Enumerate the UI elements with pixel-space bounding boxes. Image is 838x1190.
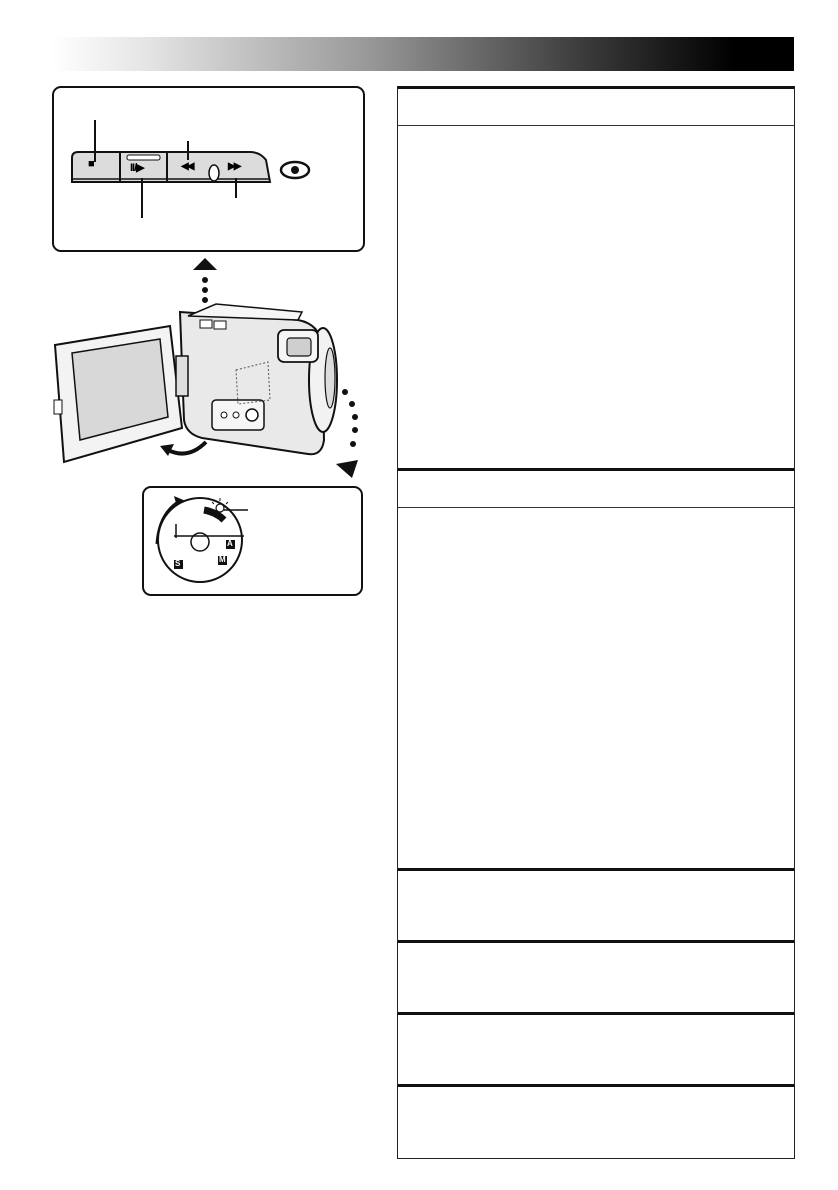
power-dial-panel xyxy=(142,486,363,596)
section-6 xyxy=(398,1084,794,1161)
dial-mark-m: M xyxy=(219,555,226,564)
section-3 xyxy=(398,868,794,943)
header-gradient-bar xyxy=(52,37,794,71)
section-1 xyxy=(398,86,794,471)
text-column xyxy=(397,86,795,1159)
fast-forward-button[interactable]: ▶▶ xyxy=(228,161,240,172)
camcorder-illustration xyxy=(40,250,380,486)
section-2-header xyxy=(398,471,794,508)
eye-icon xyxy=(281,162,309,178)
section-2 xyxy=(398,468,794,871)
pause-play-button[interactable]: II/▶ xyxy=(130,162,144,174)
rewind-button[interactable]: ◀◀ xyxy=(181,161,193,172)
up-arrow-icon xyxy=(193,258,217,270)
stop-button[interactable]: ■ xyxy=(88,158,95,170)
power-dial-drawing xyxy=(144,488,361,594)
playback-controls-panel xyxy=(52,86,365,252)
section-4 xyxy=(398,940,794,1015)
playback-controls-drawing xyxy=(54,88,363,250)
section-1-header xyxy=(398,89,794,126)
dial-mark-a: A xyxy=(227,539,233,548)
down-arrow-icon xyxy=(336,460,358,478)
section-5 xyxy=(398,1012,794,1087)
dial-mark-s: S xyxy=(175,559,181,568)
